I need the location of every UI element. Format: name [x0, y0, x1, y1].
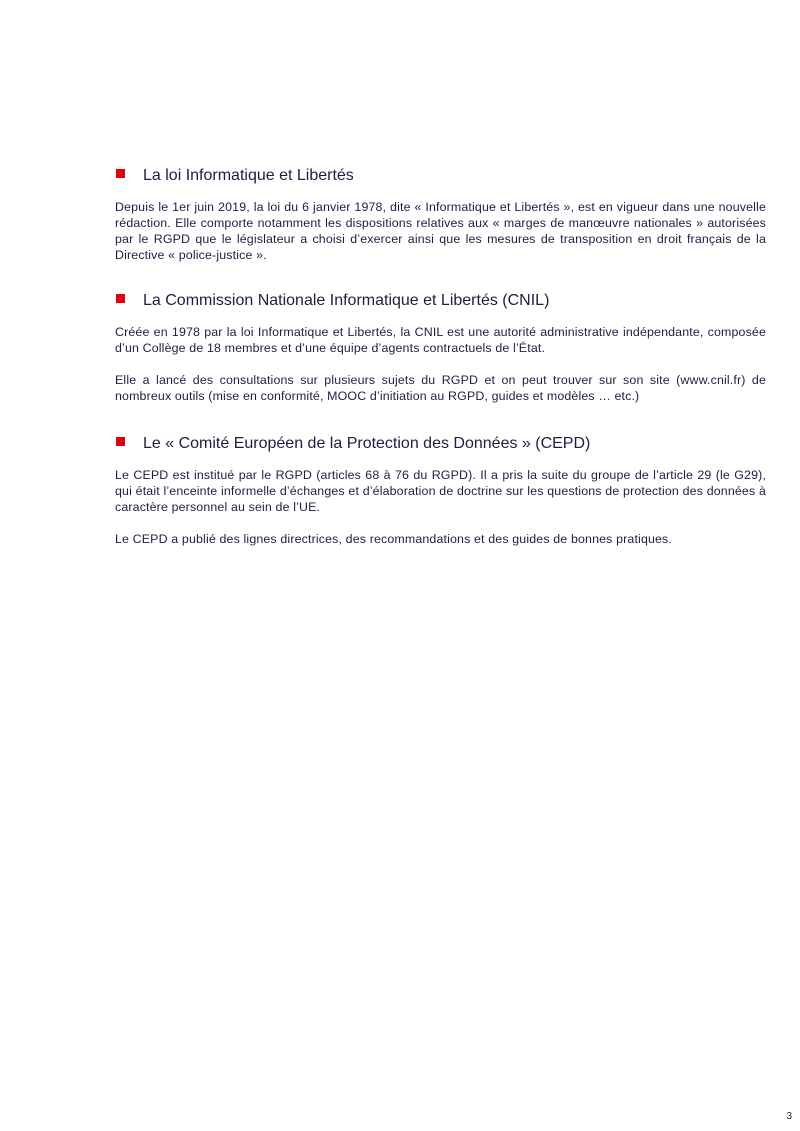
paragraph: Créée en 1978 par la loi Informatique et Libertés, la CNIL est une autorité administrative indépendante, composée d’un Collège de 18 membres et d’une équipe d’agents contractuels de l’État.	[115, 325, 766, 355]
section-heading	[115, 166, 766, 186]
section-loi-informatique	[115, 166, 766, 263]
section-heading	[115, 291, 766, 311]
heading-text: La Commission Nationale Informatique et Libertés (CNIL)	[143, 292, 550, 309]
paragraph: Le CEPD est institué par le RGPD (articles 68 à 76 du RGPD). Il a pris la suite du groupe de l’article 29 (le G29), qui était l’enceinte informelle d’échanges et d’élaboration de doctrine sur les questions de protection des données à caractère personnel au sein de l’UE.	[115, 468, 766, 514]
page-number: 3	[786, 1111, 792, 1122]
red-square-bullet-icon	[116, 169, 125, 178]
paragraph: Elle a lancé des consultations sur plusieurs sujets du RGPD et on peut trouver sur son site (www.cnil.fr) de nombreux outils (mise en conformité, MOOC d’initiation au RGPD, guides et modèles … etc.)	[115, 373, 766, 403]
section-heading	[115, 434, 766, 454]
section-cnil	[115, 291, 766, 404]
paragraph: Depuis le 1er juin 2019, la loi du 6 janvier 1978, dite « Informatique et Libertés », est en vigueur dans une nouvelle rédaction. Elle comporte notamment les dispositions relatives aux « marges de manœuvre nationales » autorisées par le RGPD que le législateur a choisi d’exercer ainsi que les mesures de transposition en droit français de la Directive « police-justice ».	[115, 200, 766, 262]
section-cepd	[115, 434, 766, 547]
heading-text: La loi Informatique et Libertés	[143, 167, 354, 184]
paragraph: Le CEPD a publié des lignes directrices, des recommandations et des guides de bonnes pratiques.	[115, 532, 672, 546]
red-square-bullet-icon	[116, 437, 125, 446]
red-square-bullet-icon	[116, 294, 125, 303]
heading-text: Le « Comité Européen de la Protection des Données » (CEPD)	[143, 435, 591, 452]
